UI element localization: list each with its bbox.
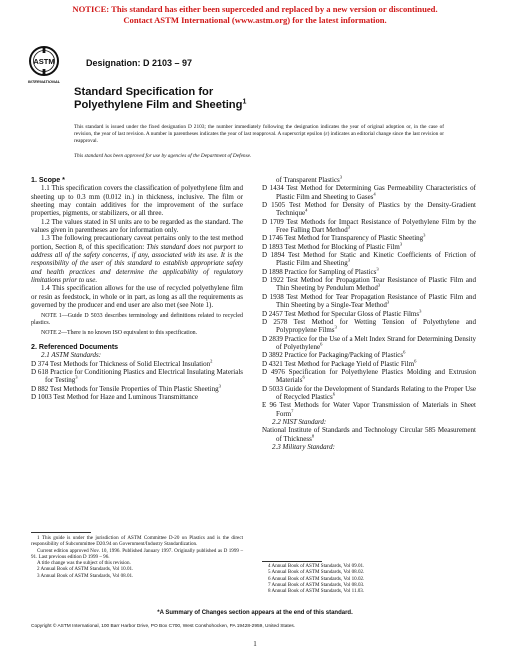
nist-text: National Institute of Standards and Technology Circular 585 Measurement of Thickness [262, 426, 476, 443]
title-line-2: Polyethylene Film and Sheeting [74, 99, 243, 111]
footnote: 6 Annual Book of ASTM Standards, Vol 10.02. [268, 575, 365, 582]
reference-item [262, 276, 476, 293]
reference-text: D 1894 Test Method for Static and Kinetic Coefficients of Friction of Plastic Film and Sheeting [262, 251, 476, 268]
reference-sup: 3 [376, 266, 379, 272]
issuance-statement: This standard is issued under the fixed designation D 2103; the number immediately following the designation indicates the year of original adoption or, in the case of revision, the year of last revision. A number in parentheses indicates the year of last reapproval. A superscript epsilon (ε) indicates an editorial change since the last revision or reapproval. [74, 124, 444, 144]
reference-sup: 3 [347, 224, 351, 230]
reference-text: D 1893 Test Method for Blocking of Plastic Film [262, 242, 400, 251]
notice-line-2: Contact ASTM International (www.astm.org) for the latest information. [123, 14, 387, 25]
footnote: 4 Annual Book of ASTM Standards, Vol 09.01. [268, 563, 365, 569]
footnote: 3 Annual Book of ASTM Standards, Vol 08.01. [37, 572, 134, 579]
safety-caveat: This standard does not purport to address all of the safety concerns, if any, associated with its use. It is the responsibility of the user of this standard to establish appropriate safety and health practices and determine the applicability of regulatory limitations prior to use. [31, 242, 244, 285]
reference-text: D 4976 Specification for Polyethylene Plastics Molding and Extrusion Materials [262, 367, 476, 385]
logo-caption: INTERNATIONAL [27, 79, 61, 84]
reference-text: D 882 Test Methods for Tensile Properties of Thin Plastic Sheeting [31, 384, 219, 393]
scope-1-3 [31, 234, 243, 284]
reference-sup: 3 [419, 308, 422, 314]
right-reference-list [262, 184, 476, 418]
title-footnote-mark: 1 [242, 98, 247, 106]
reference-item [262, 385, 476, 402]
reference-item [262, 243, 476, 251]
reference-sup: 4 [305, 208, 308, 214]
reference-sup: 7 [291, 408, 294, 414]
page-title [74, 86, 246, 112]
reference-text: D 1938 Test Method for Tear Propagation Resistance of Plastic Film and Thin Sheeting by a Single-Tear Method [262, 292, 476, 310]
copyright-line: Copyright © ASTM International, 100 Barr Harbor Drive, PO Box C700, West Conshohocken, PA 19428-2959, United States. [31, 624, 296, 629]
title-line-2-wrap [74, 99, 246, 112]
scope-heading: 1. Scope * [31, 176, 65, 184]
reference-sup: 6 [414, 358, 417, 364]
reference-item [262, 401, 476, 418]
reference-text: D 5033 Guide for the Development of Standards Relating to the Proper Use of Recycled Plastics [262, 384, 476, 401]
right-column [262, 176, 476, 451]
scope-1-2: 1.2 The values stated in SI units are to be regarded as the standard. The values given in parentheses are for information only. [31, 217, 243, 235]
scope-1-1: 1.1 This specification covers the classification of polyethylene film and sheeting up to 0.3 mm (0.012 in.) in thickness, inclusive. The film or sheeting may contain additives for the improvement of the surface properties, pigments, or stabilizers, or all three. [31, 184, 243, 218]
summary-of-changes-note: *A Summary of Changes section appears at the end of this standard. [157, 610, 353, 616]
reference-text: D 618 Practice for Conditioning Plastics and Electrical Insulating Materials for Testing [31, 368, 243, 385]
reference-sup: 3 [347, 258, 351, 264]
reference-sup: 3 [386, 299, 390, 305]
svg-text:ASTM: ASTM [33, 57, 55, 66]
reference-item [262, 201, 476, 218]
nist-subheading [262, 418, 476, 426]
footnote: A title change was the subject of this revision. [37, 560, 131, 567]
footnote: 5 Annual Book of ASTM Standards, Vol 08.02. [268, 569, 365, 576]
astm-international-logo-icon [28, 44, 60, 88]
page-number: 1 [253, 640, 257, 648]
reference-text: D 1003 Test Method for Haze and Luminous Transmittance [31, 393, 198, 402]
left-column [31, 176, 243, 402]
reference-item [262, 268, 476, 276]
scope-1-3-text: 1.3 The following precautionary caveat pertains only to the test method portion, Section 8, of this specification: [31, 234, 243, 251]
reference-item [262, 351, 476, 359]
reference-item [31, 368, 243, 385]
footnote-rule-left [31, 532, 91, 533]
notice-line-1: NOTICE: This standard has either been superceded and replaced by a new version or discontinued. [72, 4, 438, 14]
reference-text: D 2457 Test Method for Specular Gloss of Plastic Films [262, 309, 420, 318]
reference-text: D 1746 Test Method for Transparency of Plastic Sheeting [262, 234, 424, 243]
reference-text: D 374 Test Methods for Thickness of Solid Electrical Insulation [31, 359, 211, 368]
footnote: 1 This guide is under the jurisdiction of ASTM Committee D-20 on Plastics and is the direct responsibility of Subcommittee D20.94 on Government/Industry Standardization. [31, 535, 243, 548]
military-label: 2.3 Military Standard: [272, 443, 335, 451]
reference-sup: 3 [75, 375, 78, 381]
reference-sup: 6 [320, 341, 323, 347]
reference-item [262, 360, 476, 368]
reference-item [262, 251, 476, 268]
reference-text: D 1709 Test Methods for Impact Resistance of Polyethylene Film by the Free Falling Dart Method [262, 217, 476, 235]
note-2: NOTE 2—There is no known ISO equivalent to this specification. [41, 329, 198, 336]
reference-item [262, 184, 476, 201]
reference-text: D 2839 Practice for the Use of a Melt Index Strand for Determining Density of Polyethylene [262, 334, 476, 351]
reference-item [31, 360, 243, 368]
approval-statement: This standard has been approved for use by agencies of the Department of Defense. [74, 153, 252, 159]
reference-text: D 1505 Test Method for Density of Plastics by the Density-Gradient Technique [262, 201, 476, 218]
reference-text: D 1922 Test Method for Propagation Tear Resistance of Plastic Film and Thin Sheeting by Pendulum Method [262, 276, 476, 293]
reference-continuation [262, 176, 476, 184]
footnote: 8 Annual Book of ASTM Standards, Vol 11.03. [268, 588, 365, 595]
reference-sup: 3 [423, 233, 426, 239]
reference-item [262, 234, 476, 242]
references-heading: 2. Referenced Documents [31, 343, 119, 352]
reference-text: D 2578 Test Method for Wetting Tension of Polyethylene and Polypropylene Films [262, 317, 476, 335]
reference-text: D 3892 Practice for Packaging/Packing of Plastics [262, 351, 404, 360]
note-1: NOTE 1—Guide D 5033 describes terminology and definitions related to recycled plastics. [31, 312, 243, 326]
reference-item [262, 310, 476, 318]
footnotes-left [31, 535, 243, 579]
reference-text: D 4321 Test Method for Package Yield of Plastic Film [262, 359, 415, 368]
continuation-text: of Transparent Plastics [276, 176, 340, 184]
reference-sup: 3 [399, 241, 403, 247]
reference-item [31, 393, 243, 401]
nist-label: 2.2 NIST Standard: [272, 417, 327, 426]
reference-sup: 6 [332, 391, 336, 397]
title-line-1: Standard Specification for [74, 86, 214, 98]
reference-text: D 1898 Practice for Sampling of Plastics [262, 267, 377, 276]
reference-sup: 2 [210, 358, 213, 364]
reference-item [31, 385, 243, 393]
reference-item [262, 218, 476, 235]
nist-item [262, 426, 476, 443]
footnote: 2 Annual Book of ASTM Standards, Vol 10.01. [37, 566, 134, 573]
designation: Designation: D 2103 – 97 [86, 58, 193, 68]
reference-sup: 3 [334, 324, 337, 330]
nist-sup: 8 [311, 433, 315, 439]
reference-item [262, 318, 476, 335]
military-subheading [262, 443, 476, 451]
supersession-notice [0, 4, 510, 25]
footnote: Current edition approved Nov. 10, 1996. Published January 1997. Originally published as D 1999 – 91. Last previous edition D 1999 – 96. [31, 547, 243, 560]
scope-1-4: 1.4 This specification allows for the use of recycled polyethylene film or resin as feedstock, in whole or in part, as long as all the requirements as governed by the producer and end user are also met (see Note 1). [31, 284, 243, 310]
reference-item [262, 368, 476, 385]
reference-sup: 4 [373, 191, 376, 197]
reference-sup: 3 [377, 283, 381, 289]
reference-sup: 6 [403, 349, 406, 355]
reference-text: D 1434 Test Method for Determining Gas Permeability Characteristics of Plastic Film and Sheeting to Gases [262, 184, 476, 201]
reference-item [262, 335, 476, 352]
footnote-rule-right [262, 561, 322, 562]
astm-standards-label: 2.1 ASTM Standards: [41, 351, 102, 360]
reference-item [262, 293, 476, 310]
footnote: 7 Annual Book of ASTM Standards, Vol 08.03. [268, 581, 365, 588]
continuation-sup: 3 [339, 174, 343, 180]
reference-text: E 96 Test Methods for Water Vapor Transmission of Materials in Sheet Form [262, 401, 476, 418]
reference-sup: 3 [218, 383, 221, 389]
reference-sup: 6 [302, 374, 305, 380]
footnotes-right [262, 563, 474, 594]
